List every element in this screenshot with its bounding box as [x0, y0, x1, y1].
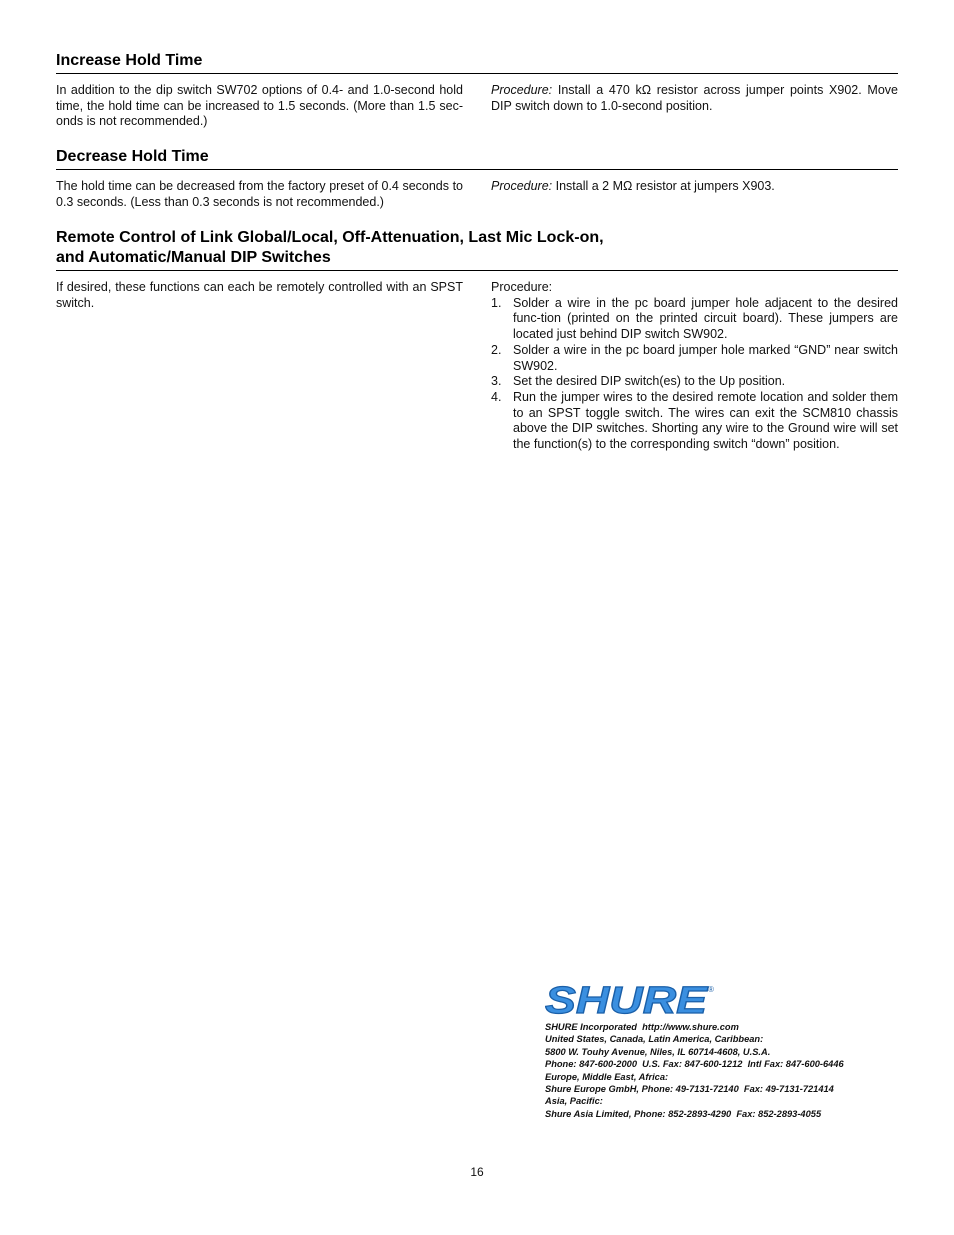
shure-logo	[545, 982, 717, 1016]
procedure-label: Procedure:	[491, 83, 553, 97]
step-number: 1.	[491, 295, 502, 310]
contact-line: Asia, Pacific:	[545, 1096, 603, 1107]
procedure-steps	[491, 296, 898, 453]
registered-mark: ®	[708, 985, 714, 994]
section-heading-line: and Automatic/Manual DIP Switches	[56, 249, 331, 266]
section-heading-line: Remote Control of Link Global/Local, Off-Attenuation, Last Mic Lock-on,	[56, 229, 604, 246]
section-heading: Decrease Hold Time	[56, 147, 898, 170]
step-text: Run the jumper wires to the desired remote location and solder them to an SPST toggle switch. The wires can exit the SCM810 chassis above the DIP switches. Shorting any wire to the Ground wire will set the function(s) to the corresponding switch “down” position.	[513, 389, 898, 452]
contact-info	[545, 1021, 905, 1120]
section-increase-hold-time	[56, 51, 898, 129]
section-description: The hold time can be decreased from the factory preset of 0.4 seconds to 0.3 seconds. (Less than 0.3 seconds is not recommended.)	[56, 179, 463, 209]
list-item	[491, 343, 898, 374]
list-item	[491, 296, 898, 343]
contact-line: Europe, Middle East, Africa:	[545, 1071, 669, 1082]
section-decrease-hold-time	[56, 147, 898, 209]
list-item	[491, 390, 898, 453]
section-heading: Increase Hold Time	[56, 51, 898, 74]
procedure-label: Procedure:	[491, 280, 553, 294]
step-number: 3.	[491, 374, 502, 389]
section-heading	[56, 228, 898, 271]
section-description: If desired, these functions can each be remotely controlled with an SPST switch.	[56, 280, 463, 310]
procedure-paragraph	[491, 179, 898, 195]
contact-line: 5800 W. Touhy Avenue, Niles, IL 60714-4608, U.S.A.	[545, 1046, 771, 1057]
section-remote-control	[56, 228, 898, 452]
contact-line: Phone: 847-600-2000 U.S. Fax: 847-600-1212 Intl Fax: 847-600-6446	[545, 1059, 844, 1070]
procedure-label: Procedure:	[491, 179, 553, 193]
step-number: 4.	[491, 389, 502, 404]
company-footer	[545, 982, 905, 1120]
procedure-paragraph	[491, 83, 898, 114]
contact-line: SHURE Incorporated http://www.shure.com	[545, 1022, 739, 1032]
procedure-block	[491, 280, 898, 453]
contact-line: United States, Canada, Latin America, Caribbean:	[545, 1034, 764, 1045]
page-number: 16	[470, 1165, 484, 1179]
contact-line: Shure Asia Limited, Phone: 852-2893-4290 Fax: 852-2893-4055	[545, 1108, 822, 1119]
section-description: In addition to the dip switch SW702 options of 0.4- and 1.0-second hold time, the hold time can be increased to 1.5 seconds. (More than 1.5 sec-onds is not recommended.)	[56, 83, 463, 129]
step-number: 2.	[491, 342, 502, 357]
step-text: Solder a wire in the pc board jumper hole adjacent to the desired func-tion (printed on the printed circuit board). These jumpers are located just behind DIP switch SW902.	[513, 295, 898, 342]
procedure-text: Install a 2 MΩ resistor at jumpers X903.	[552, 179, 775, 193]
list-item	[491, 374, 898, 390]
step-text: Solder a wire in the pc board jumper hole marked “GND” near switch SW902.	[513, 342, 898, 373]
contact-line: Shure Europe GmbH, Phone: 49-7131-72140 Fax: 49-7131-721414	[545, 1084, 834, 1095]
logo-wordmark: SHURE	[545, 982, 709, 1016]
step-text: Set the desired DIP switch(es) to the Up position.	[513, 374, 786, 389]
procedure-text: Install a 470 kΩ resistor across jumper points X902. Move DIP switch down to 1.0-second position.	[491, 83, 898, 113]
